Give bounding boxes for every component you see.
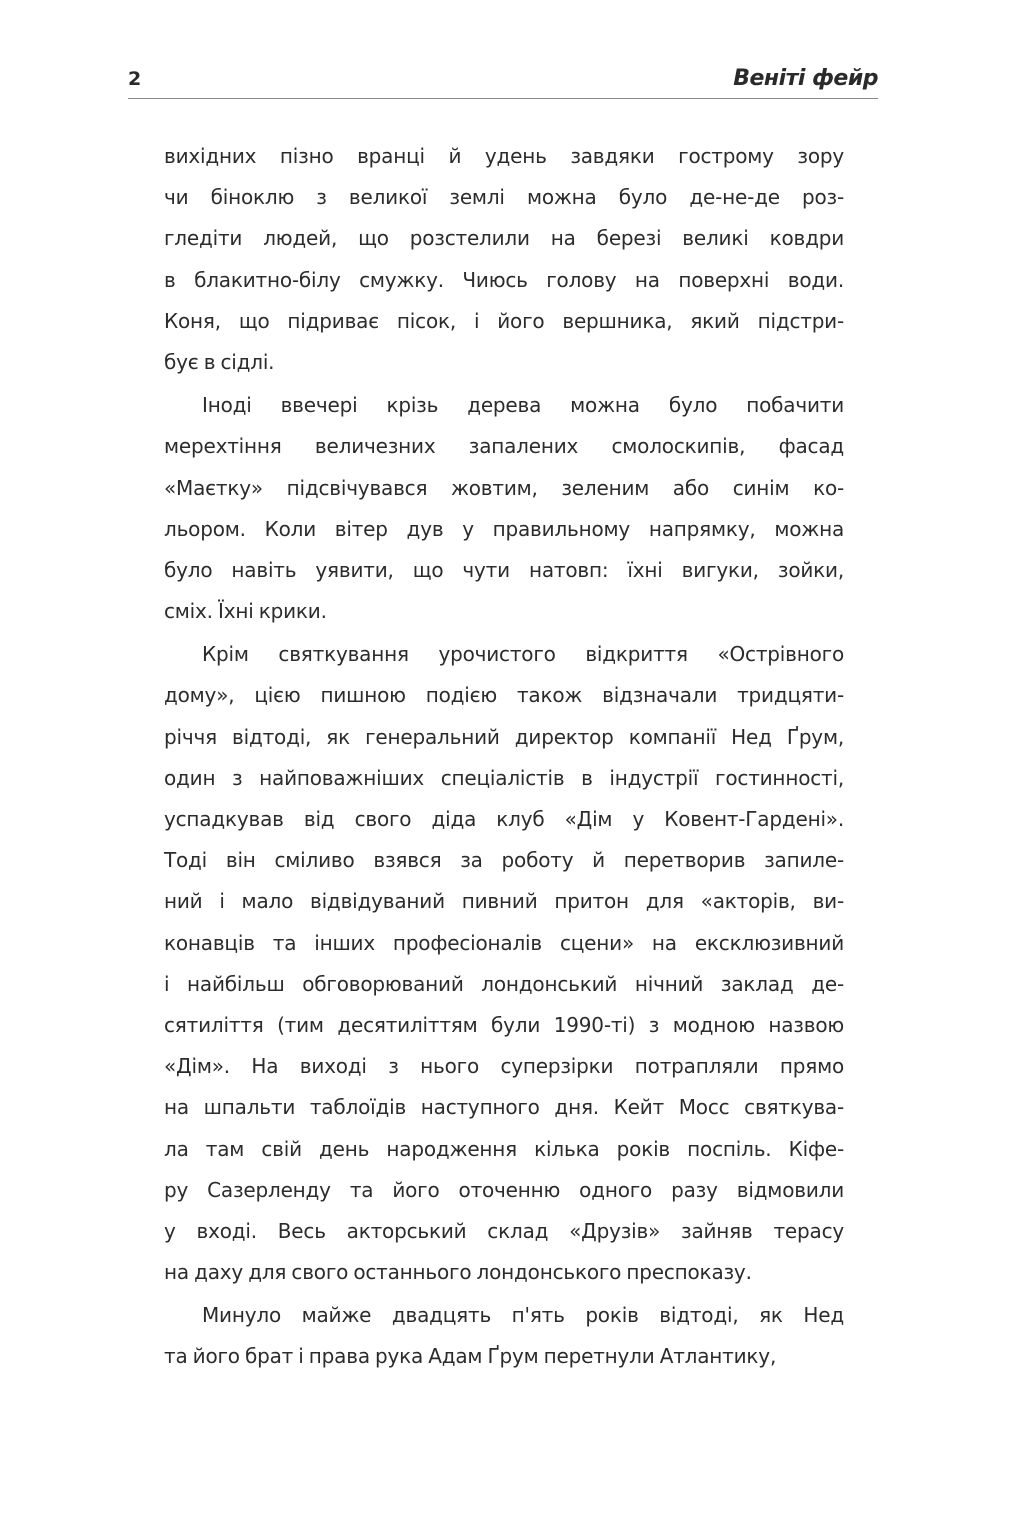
text-line: дому», цією пишною подією також відзначали тридцяти- [164, 683, 844, 708]
text-line: Коня, що підриває пісок, і його вершника, який підстри- [164, 308, 844, 333]
text-line: гледіти людей, що розстелили на березі великі ковдри [164, 226, 844, 251]
text-line: в блакитно-білу смужку. Чиюсь голову на поверхні води. [164, 267, 844, 292]
body-text [164, 136, 844, 1378]
running-header [128, 62, 878, 99]
text-line: чи біноклю з великої землі можна було де-не-де роз- [164, 185, 844, 210]
text-line: Іноді ввечері крізь дерева можна було побачити [202, 393, 844, 418]
text-line: вихідних пізно вранці й удень завдяки гострому зору [164, 144, 844, 168]
text-line: ру Сазерленду та його оточенню одного разу відмовили [164, 1177, 844, 1202]
text-line: Минуло майже двадцять п'ять років відтоді, як Нед [202, 1303, 844, 1328]
text-line: льором. Коли вітер дув у правильному напрямку, можна [164, 516, 844, 541]
running-title: Веніті фейр [733, 66, 878, 91]
paragraph [164, 385, 844, 632]
text-line: сятиліття (тим десятиліттям були 1990-ті) з модною назвою [164, 1012, 844, 1037]
text-line: успадкував від свого діда клуб «Дім у Ковент-Гардені». [164, 807, 844, 831]
text-line: та його брат і права рука Адам Ґрум перетнули Атлантику, [164, 1344, 777, 1369]
text-line: «Маєтку» підсвічувався жовтим, зеленим або синім ко- [164, 475, 844, 500]
text-line: ла там свій день народження кілька років поспіль. Кіфе- [164, 1136, 844, 1161]
paragraph [164, 634, 844, 1293]
text-line: Тоді він сміливо взявся за роботу й перетворив запиле- [164, 848, 844, 873]
text-line: на даху для свого останнього лондонського преспоказу. [164, 1260, 752, 1285]
text-line: конавців та інших професіоналів сцени» на ексклюзивний [164, 930, 844, 955]
text-line: у вході. Весь акторський склад «Друзів» зайняв терасу [164, 1218, 844, 1243]
text-line: сміх. Їхні крики. [164, 599, 327, 624]
text-line: мерехтіння величезних запалених смолоскипів, фасад [164, 434, 844, 459]
text-line: річчя відтоді, як генеральний директор компанії Нед Ґрум, [164, 724, 844, 749]
page-number: 2 [128, 68, 142, 90]
paragraph [164, 136, 844, 383]
paragraph [164, 1295, 844, 1377]
text-line: бує в сідлі. [164, 349, 275, 374]
text-line: на шпальти таблоїдів наступного дня. Кейт Мосс святкува- [164, 1095, 844, 1120]
text-line: «Дім». На виході з нього суперзірки потрапляли прямо [164, 1054, 844, 1079]
text-line: один з найповажніших спеціалістів в індустрії гостинності, [164, 765, 844, 790]
text-line: було навіть уявити, що чути натовп: їхні вигуки, зойки, [164, 557, 844, 582]
text-line: Крім святкування урочистого відкриття «Острівного [202, 642, 844, 667]
text-line: ний і мало відвідуваний пивний притон для «акторів, ви- [164, 889, 844, 914]
text-line: і найбільш обговорюваний лондонський нічний заклад де- [164, 971, 844, 996]
